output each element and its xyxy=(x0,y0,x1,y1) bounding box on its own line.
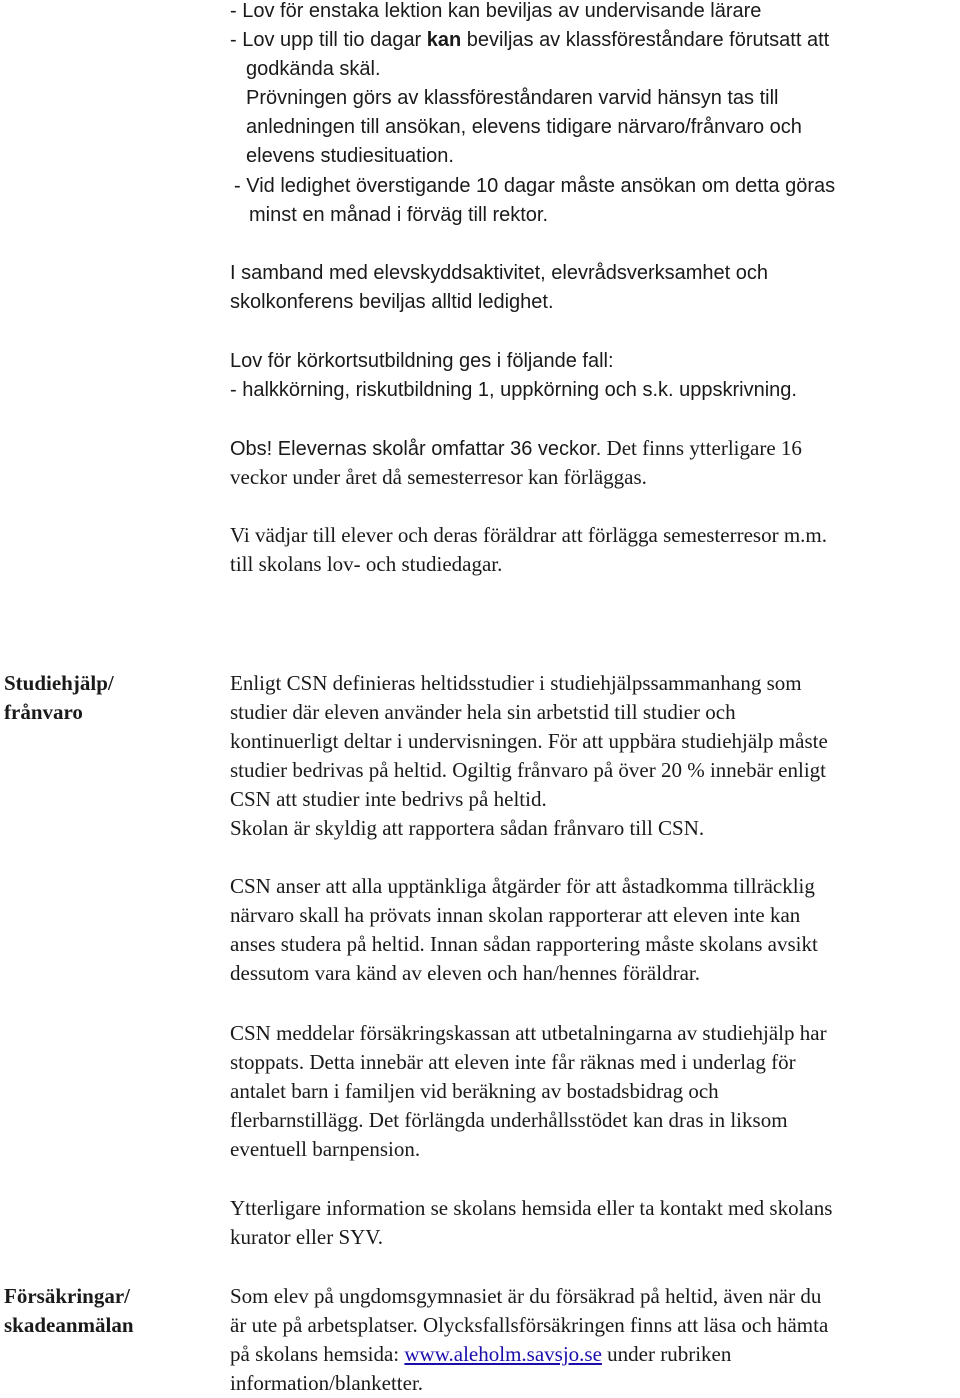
study-aid-p3-line: antalet barn i familjen vid beräkning av bostadsbidrag och xyxy=(230,1079,719,1103)
leave-rule-over-ten-days-cont: minst en månad i förväg till rektor. xyxy=(249,204,549,226)
leave-rule-ten-days: - Lov upp till tio dagar kan beviljas av klassföreståndare förutsatt att xyxy=(230,29,830,51)
school-website-link[interactable]: www.aleholm.savsjo.se xyxy=(404,1342,602,1366)
study-aid-p1-line: studier där eleven använder hela sin arbetstid till studier och xyxy=(230,700,736,724)
school-year-line1: Obs! Elevernas skolår omfattar 36 veckor. Det finns ytterligare 16 xyxy=(230,436,802,460)
insurance-line3: på skolans hemsida: www.aleholm.savsjo.se under rubriken xyxy=(230,1342,732,1366)
insurance-line1: Som elev på ungdomsgymnasiet är du försäkrad på heltid, även när du xyxy=(230,1284,822,1308)
school-year-line2: veckor under året då semesterresor kan förläggas. xyxy=(230,465,647,489)
study-aid-heading: Studiehjälp/ frånvaro xyxy=(4,671,114,724)
leave-rule-over-ten-days: - Vid ledighet överstigande 10 dagar måste ansökan om detta göras xyxy=(234,175,836,197)
study-aid-p3-line: flerbarnstillägg. Det förlängda underhållsstödet kan dras in liksom xyxy=(230,1108,788,1132)
study-aid-p4-line: kurator eller SYV. xyxy=(230,1225,383,1249)
study-aid-p1-line: Enligt CSN definieras heltidsstudier i studiehjälpssammanhang som xyxy=(230,671,802,695)
study-aid-p1-line: CSN att studier inte bedrivs på heltid. xyxy=(230,787,547,811)
leave-rule-ten-days-cont: godkända skäl. xyxy=(246,58,381,80)
insurance-line4: information/blanketter. xyxy=(230,1371,424,1395)
driving-license-line2: - halkkörning, riskutbildning 1, uppkörning och s.k. uppskrivning. xyxy=(230,379,797,401)
appeal-line1: Vi vädjar till elever och deras föräldrar att förlägga semesterresor m.m. xyxy=(230,523,827,547)
student-activity-line1: I samband med elevskyddsaktivitet, elevrådsverksamhet och xyxy=(230,262,769,284)
leave-rule-assessment-end: elevens studiesituation. xyxy=(246,145,454,167)
insurance-line2: är ute på arbetsplatser. Olycksfallsförsäkringen finns att läsa och hämta xyxy=(230,1313,829,1337)
leave-rule-assessment-cont: anledningen till ansökan, elevens tidigare närvaro/frånvaro och xyxy=(246,116,802,138)
study-aid-p2-line: CSN anser att alla upptänkliga åtgärder för att åstadkomma tillräcklig xyxy=(230,874,815,898)
study-aid-p4-line: Ytterligare information se skolans hemsida eller ta kontakt med skolans xyxy=(230,1196,833,1220)
study-aid-p1-line: Skolan är skyldig att rapportera sådan frånvaro till CSN. xyxy=(230,816,705,840)
study-aid-p3-line: stoppats. Detta innebär att eleven inte får räknas med i underlag för xyxy=(230,1050,796,1074)
study-aid-p2-line: dessutom vara känd av eleven och han/hennes föräldrar. xyxy=(230,961,700,985)
leave-rule-single-lesson: - Lov för enstaka lektion kan beviljas av undervisande lärare xyxy=(230,0,762,22)
appeal-line2: till skolans lov- och studiedagar. xyxy=(230,552,503,576)
student-activity-line2: skolkonferens beviljas alltid ledighet. xyxy=(230,291,554,313)
study-aid-p2-line: anses studera på heltid. Innan sådan rapportering måste skolans avsikt xyxy=(230,932,818,956)
study-aid-p1-line: studier bedrivas på heltid. Ogiltig frånvaro på över 20 % innebär enligt xyxy=(230,758,826,782)
leave-rule-assessment: Prövningen görs av klassföreståndaren varvid hänsyn tas till xyxy=(246,87,779,109)
study-aid-p1-line: kontinuerligt deltar i undervisningen. För att uppbära studiehjälp måste xyxy=(230,729,828,753)
driving-license-line1: Lov för körkortsutbildning ges i följande fall: xyxy=(230,350,614,372)
study-aid-p3-line: CSN meddelar försäkringskassan att utbetalningarna av studiehjälp har xyxy=(230,1021,827,1045)
insurance-heading: Försäkringar/ skadeanmälan xyxy=(4,1284,134,1337)
study-aid-p2-line: närvaro skall ha prövats innan skolan rapporterar att eleven inte kan xyxy=(230,903,801,927)
study-aid-p3-line: eventuell barnpension. xyxy=(230,1137,421,1161)
